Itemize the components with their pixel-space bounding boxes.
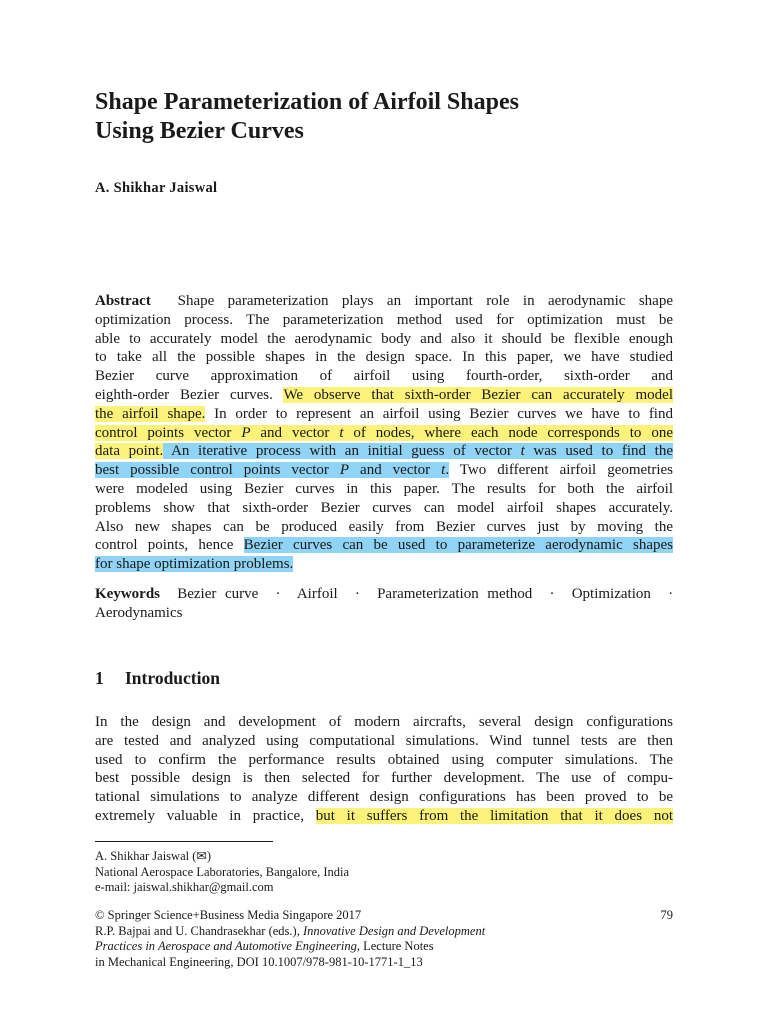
footnote-affiliation: National Aerospace Laboratories, Bangalore, India xyxy=(95,864,350,879)
abstract-line: were modeled using Bezier curves in this paper. The results for both the airfoil xyxy=(95,480,673,497)
page-number: 79 xyxy=(660,908,673,922)
abstract-line: to take all the possible shapes in the design space. In this paper, we have studied xyxy=(95,349,673,366)
footnote xyxy=(95,849,349,896)
abstract xyxy=(95,292,673,574)
abstract-line xyxy=(95,424,673,443)
copyright-block xyxy=(95,908,673,970)
abstract-line: eighth-order Bezier curves. We observe that sixth-order Bezier can accurately model xyxy=(95,386,674,403)
highlight-yellow: the airfoil shape. xyxy=(95,405,206,422)
intro-line: In the design and development of modern aircrafts, several design configurations xyxy=(95,714,673,730)
author-name: A. Shikhar Jaiswal xyxy=(95,180,218,196)
abstract-line: best possible control points vector P and vector t. Two different airfoil geometries xyxy=(95,462,674,479)
footnote-email: e-mail: jaiswal.shikhar@gmail.com xyxy=(95,880,274,895)
highlight-blue: Bezier curves can be used to parameterize aerodynamic shapes xyxy=(243,537,673,554)
abstract-line: Also new shapes can be produced easily from Bezier curves just by moving the xyxy=(95,518,673,535)
abstract-line xyxy=(95,442,673,461)
section-title: Introduction xyxy=(125,668,220,688)
highlight-yellow: but it suffers from the limitation that it does not xyxy=(315,807,673,824)
footnote-author: A. Shikhar Jaiswal (✉) xyxy=(95,849,212,863)
title-line-2: Using Bezier Curves xyxy=(95,118,304,144)
keywords-line: Keywords Bezier curve · Airfoil · Parameterization method · Optimization · xyxy=(95,586,674,602)
intro-line: are tested and analyzed using computational simulations. Wind tunnel tests are then xyxy=(95,732,673,749)
section-number: 1 xyxy=(95,668,104,688)
abstract-line: Abstract Shape parameterization plays an important role in aerodynamic shape xyxy=(95,293,673,309)
keyword-item: Bezier curve xyxy=(177,586,259,602)
abstract-line: Bezier curve approximation of airfoil using fourth-order, sixth-order and xyxy=(95,368,673,385)
highlight-yellow: control points vector P and vector t of nodes, where each node corresponds to one xyxy=(95,424,673,441)
highlight-yellow: data point. xyxy=(95,443,164,460)
copyright-line: © Springer Science+Business Media Singapore 2017 79 xyxy=(95,908,673,922)
citation-line: in Mechanical Engineering, DOI 10.1007/978-981-10-1771-1_13 xyxy=(95,954,423,969)
intro-line: used to confirm the performance results obtained using computer simulations. The xyxy=(95,751,673,768)
keywords xyxy=(95,585,673,623)
title-line-1: Shape Parameterization of Airfoil Shapes xyxy=(95,89,519,115)
intro-line: tational simulations to analyze different design configurations has been proved to be xyxy=(95,789,673,806)
abstract-line: control points, hence Bezier curves can be used to parameterize aerodynamic shapes xyxy=(95,537,673,554)
abstract-line: the airfoil shape. In order to represent an airfoil using Bezier curves we have to find xyxy=(95,405,673,422)
abstract-label: Abstract xyxy=(95,293,151,309)
abstract-line: optimization process. The parameterization method used for optimization must be xyxy=(95,311,673,328)
keyword-item: Optimization xyxy=(571,586,651,602)
abstract-line: able to accurately model the aerodynamic body and also it should be flexible enough xyxy=(95,330,673,347)
section-heading xyxy=(95,668,220,689)
intro-line: best possible design is then selected for further development. The use of compu- xyxy=(95,770,673,787)
highlight-blue: for shape optimization problems. xyxy=(95,556,294,573)
paper-title xyxy=(95,88,673,146)
intro-line: extremely valuable in practice, but it suffers from the limitation that it does not xyxy=(95,807,673,824)
footnote-rule xyxy=(95,841,273,842)
highlight-blue: An iterative process with an initial guess of vector t was used to find the xyxy=(163,443,673,460)
abstract-line: problems show that sixth-order Bezier curves can model airfoil shapes accurately. xyxy=(95,499,673,516)
keywords-label: Keywords xyxy=(95,586,160,602)
keyword-item: Parameterization method xyxy=(377,586,533,602)
highlight-yellow: We observe that sixth-order Bezier can accurately model xyxy=(283,386,674,403)
abstract-line xyxy=(95,555,673,574)
citation-line: R.P. Bajpai and U. Chandrasekhar (eds.), Innovative Design and Development xyxy=(95,923,486,938)
keyword-item: Aerodynamics xyxy=(95,604,183,621)
introduction-text xyxy=(95,713,673,826)
highlight-blue: best possible control points vector P and vector t. xyxy=(95,462,450,479)
citation-line: Practices in Aerospace and Automotive Engineering, Lecture Notes xyxy=(95,939,434,954)
keyword-item: Airfoil xyxy=(296,586,338,602)
envelope-icon: ✉ xyxy=(196,849,207,863)
